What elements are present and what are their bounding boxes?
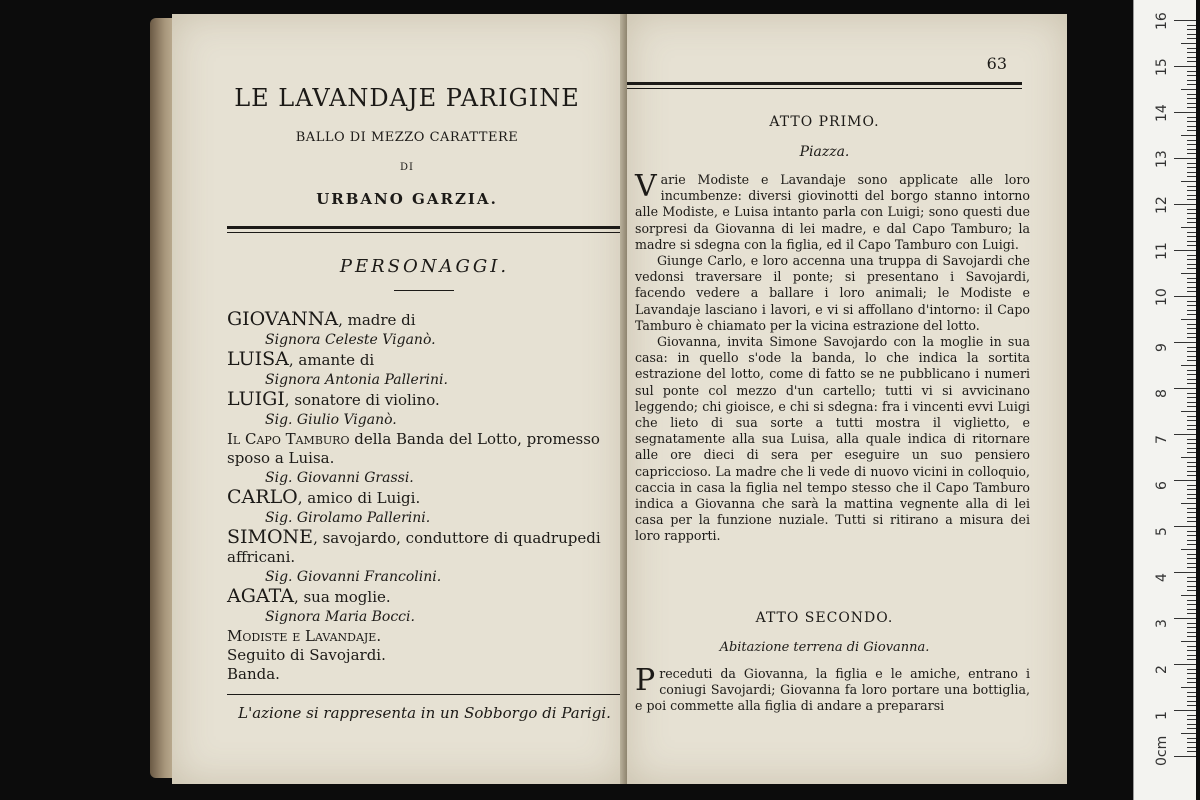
ruler-minor-tick [1187, 287, 1196, 288]
ruler-minor-tick [1181, 411, 1196, 412]
ruler-minor-tick [1187, 305, 1196, 306]
ruler-label: 12 [1154, 196, 1170, 214]
ruler-minor-tick [1187, 489, 1196, 490]
paragraph: Giunge Carlo, e loro accenna una truppa di Savojardi che vedonsi traversare il ponte; si presentano i Savojardi, facendo vedere a ballare i loro animali; le Modiste e Lavandaje lasciano i lavori, e vi si affollano d'intorno: il Capo Tamburo è chiamato per la vicina estrazione del lotto. [635, 253, 1030, 333]
ruler-minor-tick [1187, 278, 1196, 279]
ruler-minor-tick [1187, 508, 1196, 509]
ruler-label: 0cm [1154, 735, 1170, 766]
role-desc: , madre di [338, 311, 416, 329]
ruler-label: 2 [1154, 665, 1170, 674]
ballet-subtitle: BALLO DI MEZZO CARATTERE [295, 130, 519, 145]
act-setting: Abitazione terrena di Giovanna. [719, 640, 930, 655]
ruler-minor-tick [1187, 264, 1196, 265]
ruler-minor-tick [1187, 383, 1196, 384]
ruler-minor-tick [1187, 613, 1196, 614]
ruler-minor-tick [1181, 733, 1196, 734]
ruler-minor-tick [1187, 512, 1196, 513]
short-rule [394, 290, 454, 291]
ruler-minor-tick [1187, 245, 1196, 246]
act-heading: ATTO SECONDO. [755, 610, 894, 626]
ruler-minor-tick [1187, 57, 1196, 58]
ruler-minor-tick [1187, 126, 1196, 127]
ruler-tick [1174, 66, 1196, 67]
role-name: CARLO [227, 486, 298, 508]
ruler-minor-tick [1187, 577, 1196, 578]
ruler-label: 5 [1154, 527, 1170, 536]
ruler-minor-tick [1187, 402, 1196, 403]
ruler-minor-tick [1187, 328, 1196, 329]
actor-name: Sig. Giovanni Francolini. [265, 569, 442, 585]
ruler-label: 11 [1154, 242, 1170, 260]
ruler-minor-tick [1187, 34, 1196, 35]
ruler-tick [1174, 112, 1196, 113]
actor-name: Signora Antonia Pallerini. [265, 372, 448, 388]
ruler-tick [1174, 342, 1196, 343]
ruler-label: 13 [1154, 150, 1170, 168]
ruler-minor-tick [1187, 71, 1196, 72]
ruler-minor-tick [1187, 452, 1196, 453]
ruler-minor-tick [1187, 121, 1196, 122]
setting-note: L'azione si rappresenta in un Sobborgo di Parigi. [238, 704, 611, 722]
ruler-minor-tick [1187, 236, 1196, 237]
measuring-ruler [1133, 0, 1196, 800]
drop-cap: V [635, 169, 657, 204]
cast-entry [227, 488, 622, 508]
ruler-minor-tick [1187, 494, 1196, 495]
ruler-minor-tick [1187, 186, 1196, 187]
ruler-minor-tick [1187, 567, 1196, 568]
ruler-minor-tick [1187, 429, 1196, 430]
ruler-label: 6 [1154, 481, 1170, 490]
cast-entry [227, 587, 622, 607]
ruler-minor-tick [1187, 609, 1196, 610]
ruler-minor-tick [1187, 199, 1196, 200]
ruler-tick [1174, 710, 1196, 711]
ruler-minor-tick [1187, 696, 1196, 697]
role-desc: , sonatore di violino. [284, 391, 440, 409]
ruler-minor-tick [1187, 738, 1196, 739]
ruler-minor-tick [1187, 75, 1196, 76]
ruler-minor-tick [1187, 646, 1196, 647]
di-label: DI [400, 162, 414, 173]
ruler-minor-tick [1181, 365, 1196, 366]
actor-name: Sig. Giovanni Grassi. [265, 470, 414, 486]
ruler-minor-tick [1187, 563, 1196, 564]
ruler-label: 10 [1154, 288, 1170, 306]
ruler-minor-tick [1187, 462, 1196, 463]
role-name: SIMONE [227, 526, 314, 548]
ruler-minor-tick [1187, 521, 1196, 522]
ruler-minor-tick [1181, 457, 1196, 458]
ruler-label: 15 [1154, 58, 1170, 76]
ruler-minor-tick [1187, 485, 1196, 486]
ruler-minor-tick [1187, 310, 1196, 311]
drop-cap: P [635, 663, 656, 698]
ruler-minor-tick [1187, 48, 1196, 49]
ruler-minor-tick [1187, 84, 1196, 85]
ruler-minor-tick [1187, 149, 1196, 150]
ruler-minor-tick [1187, 347, 1196, 348]
ruler-minor-tick [1187, 742, 1196, 743]
ruler-minor-tick [1187, 209, 1196, 210]
role-desc: della Banda del Lotto, promesso sposo a Luisa. [227, 430, 600, 467]
ruler-minor-tick [1187, 195, 1196, 196]
role-name: GIOVANNA [227, 308, 339, 330]
ruler-minor-tick [1187, 692, 1196, 693]
page-number: 63 [986, 54, 1007, 73]
act-two-text [635, 663, 1030, 715]
act-heading: ATTO PRIMO. [769, 114, 880, 130]
actor-name: Sig. Girolamo Pallerini. [265, 510, 431, 526]
ruler-minor-tick [1187, 213, 1196, 214]
ruler-minor-tick [1187, 439, 1196, 440]
ruler-minor-tick [1187, 52, 1196, 53]
ruler-minor-tick [1187, 190, 1196, 191]
ruler-tick [1174, 204, 1196, 205]
ruler-minor-tick [1187, 701, 1196, 702]
ruler-minor-tick [1187, 632, 1196, 633]
ruler-label: 3 [1154, 619, 1170, 628]
ruler-minor-tick [1187, 682, 1196, 683]
ruler-label: 16 [1154, 12, 1170, 30]
ruler-minor-tick [1187, 705, 1196, 706]
ruler-minor-tick [1187, 130, 1196, 131]
ruler-minor-tick [1181, 227, 1196, 228]
ruler-label: 8 [1154, 389, 1170, 398]
cast-list [227, 310, 622, 684]
ruler-minor-tick [1187, 554, 1196, 555]
ruler-minor-tick [1187, 333, 1196, 334]
ruler-tick [1174, 572, 1196, 573]
author-name: URBANO GARZIA. [316, 190, 498, 208]
ruler-minor-tick [1187, 167, 1196, 168]
ruler-minor-tick [1187, 98, 1196, 99]
ruler-minor-tick [1187, 544, 1196, 545]
ruler-minor-tick [1187, 475, 1196, 476]
ruler-minor-tick [1187, 144, 1196, 145]
paragraph: arie Modiste e Lavandaje sono applicate alle loro incumbenze: diversi giovinotti del borgo stanno intorno alle Modiste, e Luisa intanto parla con Luigi; sono questi due sorpresi da Giovanna di lei madre, e dal Capo Tamburo; la madre si sdegna con la figlia, ed il Capo Tamburo con Luigi. [635, 172, 1030, 252]
ruler-minor-tick [1187, 80, 1196, 81]
ballet-title: LE LAVANDAJE PARIGINE [234, 84, 580, 112]
ruler-minor-tick [1187, 728, 1196, 729]
ruler-tick [1174, 618, 1196, 619]
cast-entry [227, 390, 622, 410]
ruler-minor-tick [1187, 581, 1196, 582]
ruler-minor-tick [1187, 397, 1196, 398]
ruler-minor-tick [1187, 393, 1196, 394]
ruler-minor-tick [1187, 517, 1196, 518]
paragraph: receduti da Giovanna, la figlia e le amiche, entrano i coniugi Savojardi; Giovanna fa loro portare una bottiglia, e poi commette alla figlia di andare a prepararsi [635, 666, 1030, 714]
ruler-minor-tick [1187, 255, 1196, 256]
ruler-minor-tick [1187, 107, 1196, 108]
ruler-minor-tick [1187, 314, 1196, 315]
ruler-minor-tick [1181, 687, 1196, 688]
ruler-minor-tick [1187, 218, 1196, 219]
ruler-minor-tick [1187, 751, 1196, 752]
ruler-minor-tick [1187, 360, 1196, 361]
role-desc: , amico di Luigi. [297, 489, 421, 507]
ruler-tick [1174, 296, 1196, 297]
ruler-minor-tick [1181, 135, 1196, 136]
ruler-minor-tick [1187, 747, 1196, 748]
ruler-minor-tick [1187, 351, 1196, 352]
ruler-tick [1174, 20, 1196, 21]
ruler-minor-tick [1187, 176, 1196, 177]
ruler-minor-tick [1187, 590, 1196, 591]
actor-name: Signora Celeste Viganò. [265, 332, 436, 348]
right-page [627, 14, 1067, 784]
cast-entry [227, 310, 622, 330]
ruler-tick [1174, 388, 1196, 389]
extras-line: Banda. [227, 665, 280, 683]
ruler-minor-tick [1187, 558, 1196, 559]
role-desc: , sua moglie. [293, 588, 391, 606]
ruler-minor-tick [1187, 153, 1196, 154]
ruler-minor-tick [1187, 471, 1196, 472]
ruler-minor-tick [1187, 448, 1196, 449]
ruler-minor-tick [1181, 595, 1196, 596]
ruler-minor-tick [1187, 38, 1196, 39]
ruler-minor-tick [1187, 268, 1196, 269]
cast-entry [227, 528, 622, 567]
ruler-label: 1 [1154, 711, 1170, 720]
extras-line: Seguito di Savojardi. [227, 646, 386, 664]
ruler-minor-tick [1187, 117, 1196, 118]
ruler-minor-tick [1187, 337, 1196, 338]
ruler-minor-tick [1187, 535, 1196, 536]
ruler-minor-tick [1187, 374, 1196, 375]
double-rule [627, 82, 1022, 89]
ruler-minor-tick [1187, 650, 1196, 651]
ruler-minor-tick [1187, 636, 1196, 637]
ruler-minor-tick [1187, 232, 1196, 233]
ruler-minor-tick [1181, 503, 1196, 504]
ruler-minor-tick [1187, 466, 1196, 467]
ruler-tick [1174, 756, 1196, 757]
ruler-minor-tick [1187, 282, 1196, 283]
ruler-minor-tick [1187, 222, 1196, 223]
ruler-minor-tick [1187, 724, 1196, 725]
ruler-minor-tick [1187, 103, 1196, 104]
ruler-tick [1174, 158, 1196, 159]
ruler-minor-tick [1187, 586, 1196, 587]
ruler-tick [1174, 434, 1196, 435]
role-desc: , amante di [288, 351, 375, 369]
extras-line: Modiste e Lavandaje. [227, 627, 382, 645]
ruler-minor-tick [1187, 140, 1196, 141]
ruler-minor-tick [1187, 172, 1196, 173]
cast-entry [227, 430, 622, 468]
ruler-minor-tick [1187, 406, 1196, 407]
ruler-minor-tick [1187, 324, 1196, 325]
ruler-minor-tick [1187, 163, 1196, 164]
ruler-tick [1174, 664, 1196, 665]
ruler-minor-tick [1187, 623, 1196, 624]
ruler-label: 14 [1154, 104, 1170, 122]
ruler-minor-tick [1187, 370, 1196, 371]
paragraph: Giovanna, invita Simone Savojardo con la moglie in sua casa: in quello s'ode la banda, lo che indica la sortita estrazione del lotto, come di fatto se ne pubblicano i numeri sul ponte col mezzo d'un cartello; tutti vi si avvicinano leggendo; chi gioisce, e chi si sdegna: fra i vincenti evvi Luigi che lieto di sua sorte a tutti mostra il viglietto, e segnatamente alla sua Luisa, alla quale indica di ritornare alle ore dieci di sera per eseguire un suo pensiero capriccioso. La madre che li vede di nuovo vicini in colloquio, caccia in casa la figlia nel tempo stesso che il Capo Tamburo indica a Giovanna che sarà la mattina vegnente alla di lei casa per la funzione nuziale. Tutti si ritirano a misura dei loro rapporti. [635, 334, 1030, 544]
ruler-tick [1174, 526, 1196, 527]
footer-rule [227, 694, 622, 695]
ruler-minor-tick [1187, 719, 1196, 720]
ruler-minor-tick [1187, 673, 1196, 674]
ruler-minor-tick [1187, 259, 1196, 260]
role-name: LUIGI [227, 388, 285, 410]
role-name: Il Capo Tamburo [227, 430, 350, 448]
ruler-minor-tick [1187, 600, 1196, 601]
ruler-minor-tick [1181, 549, 1196, 550]
ruler-minor-tick [1187, 61, 1196, 62]
ruler-minor-tick [1181, 43, 1196, 44]
ruler-minor-tick [1187, 379, 1196, 380]
ruler-minor-tick [1187, 443, 1196, 444]
role-desc: , savojardo, conduttore di quadrupedi affricani. [227, 529, 601, 566]
ruler-minor-tick [1181, 89, 1196, 90]
ruler-minor-tick [1187, 678, 1196, 679]
ruler-minor-tick [1187, 604, 1196, 605]
ruler-minor-tick [1187, 531, 1196, 532]
double-rule [227, 226, 622, 233]
ruler-minor-tick [1187, 29, 1196, 30]
ruler-minor-tick [1187, 627, 1196, 628]
ruler-minor-tick [1181, 641, 1196, 642]
role-name: LUISA [227, 348, 289, 370]
ruler-minor-tick [1187, 715, 1196, 716]
ruler-minor-tick [1187, 540, 1196, 541]
ruler-minor-tick [1181, 319, 1196, 320]
personaggi-heading: PERSONAGGI. [339, 256, 510, 277]
ruler-label: 9 [1154, 343, 1170, 352]
ruler-minor-tick [1187, 25, 1196, 26]
cast-entry [227, 350, 622, 370]
left-page [172, 14, 624, 784]
ruler-tick [1174, 250, 1196, 251]
ruler-minor-tick [1187, 241, 1196, 242]
ruler-label: 4 [1154, 573, 1170, 582]
ruler-minor-tick [1187, 301, 1196, 302]
ruler-minor-tick [1187, 291, 1196, 292]
actor-name: Signora Maria Bocci. [265, 609, 415, 625]
ruler-minor-tick [1187, 659, 1196, 660]
ruler-minor-tick [1187, 425, 1196, 426]
actor-name: Sig. Giulio Viganò. [265, 412, 397, 428]
ruler-tick [1174, 480, 1196, 481]
ruler-minor-tick [1187, 356, 1196, 357]
ruler-minor-tick [1187, 655, 1196, 656]
act-setting: Piazza. [799, 144, 850, 160]
act-one-text [635, 169, 1030, 545]
ruler-minor-tick [1181, 273, 1196, 274]
ruler-minor-tick [1181, 181, 1196, 182]
ruler-minor-tick [1187, 498, 1196, 499]
ruler-minor-tick [1187, 420, 1196, 421]
role-name: AGATA [227, 585, 294, 607]
ruler-minor-tick [1187, 416, 1196, 417]
ruler-minor-tick [1187, 669, 1196, 670]
ruler-label: 7 [1154, 435, 1170, 444]
ruler-minor-tick [1187, 94, 1196, 95]
